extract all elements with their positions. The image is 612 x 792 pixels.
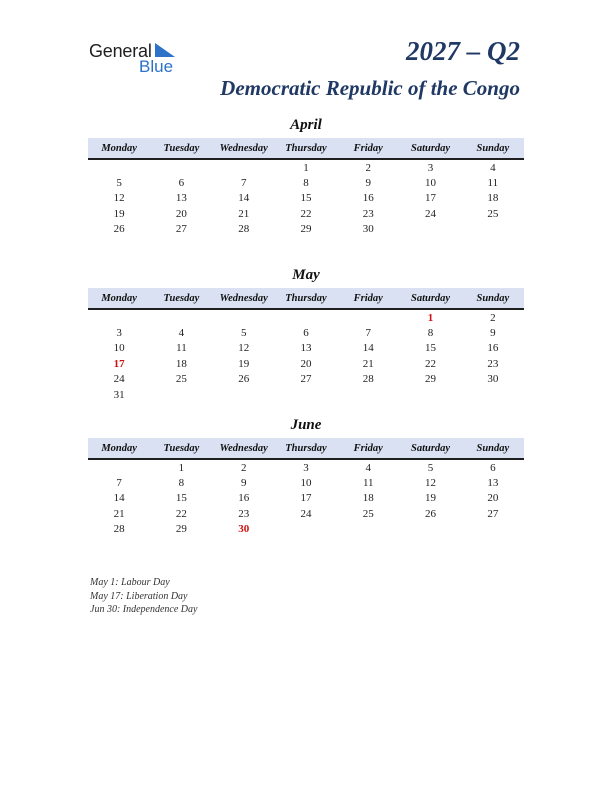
weekday-label: Sunday [476,292,510,304]
holiday-note: May 1: Labour Day [90,577,170,588]
day-cell: 9 [365,177,372,190]
day-cell: 19 [425,492,437,505]
day-cell: 9 [240,477,247,490]
month-april [88,116,524,237]
day-cell: 5 [116,177,122,190]
day-cell: 3 [116,327,122,340]
day-cell: 25 [175,373,187,386]
day-cell: 9 [490,327,496,340]
weekday-label: Tuesday [163,142,200,154]
day-cell: 8 [427,327,434,340]
day-cell: 23 [487,357,499,370]
day-cell: 17 [425,192,437,205]
day-cell: 29 [425,373,437,386]
day-cell: 8 [178,477,185,490]
holiday-day-cell: 17 [113,357,125,370]
weekday-label: Sunday [476,142,510,154]
week-row [88,460,524,475]
week-row [88,175,524,190]
day-cell: 19 [113,207,125,220]
day-cell: 10 [113,342,125,355]
brand-logo [89,40,189,76]
holiday-note: Jun 30: Independence Day [90,604,198,615]
day-cell: 7 [365,327,372,340]
page-subtitle: Democratic Republic of the Congo [220,76,520,100]
day-cell: 21 [113,507,125,520]
day-cell: 10 [425,177,437,190]
weekday-label: Sunday [476,442,510,454]
day-cell: 12 [425,477,437,490]
day-cell: 15 [425,342,437,355]
weekday-label: Thursday [285,442,327,454]
day-cell: 24 [113,373,125,386]
day-cell: 11 [487,177,499,190]
day-cell: 23 [362,207,374,220]
day-cell: 26 [425,507,437,520]
day-cell: 18 [487,192,499,205]
day-cell: 19 [238,357,250,370]
day-cell: 8 [303,177,309,190]
day-cell: 21 [238,207,250,220]
day-cell: 20 [300,357,312,370]
day-cell: 16 [238,492,250,505]
week-row [88,506,524,521]
weekday-label: Saturday [411,442,451,454]
day-cell: 28 [113,523,125,536]
day-cell: 30 [362,223,374,236]
weekday-header [88,438,524,460]
day-cell: 28 [362,373,374,386]
day-cell: 27 [175,223,187,236]
weekday-label: Wednesday [219,292,268,304]
logo-text-general: General [89,41,152,61]
day-cell: 11 [362,477,374,490]
weekday-label: Tuesday [163,292,200,304]
holiday-day-cell: 30 [238,523,250,536]
weekday-label: Tuesday [163,442,200,454]
day-cell: 1 [178,461,185,474]
day-cell: 16 [487,342,499,355]
week-row [88,475,524,490]
day-cell: 6 [490,461,496,474]
day-cell: 17 [300,492,312,505]
day-cell: 6 [303,327,309,340]
day-cell: 2 [365,161,372,174]
week-row [88,310,524,325]
weekday-label: Monday [101,292,137,304]
month-june [88,416,524,537]
day-cell: 2 [490,311,496,324]
day-cell: 13 [175,192,187,205]
weekday-header [88,288,524,310]
week-row [88,356,524,371]
day-cell: 4 [365,461,372,474]
weekday-label: Saturday [411,292,451,304]
day-cell: 27 [487,507,499,520]
day-cell: 15 [300,192,312,205]
day-cell: 22 [425,357,437,370]
day-cell: 20 [487,492,499,505]
day-cell: 7 [240,177,247,190]
month-name: June [290,417,322,433]
day-cell: 4 [178,327,185,340]
day-cell: 12 [238,342,250,355]
week-row [88,325,524,340]
weekday-label: Monday [101,442,137,454]
weekday-label: Thursday [285,292,327,304]
day-cell: 24 [425,207,437,220]
month-name: May [292,267,320,283]
weekday-label: Saturday [411,142,451,154]
day-cell: 28 [238,223,250,236]
day-cell: 7 [116,477,122,490]
weekday-label: Thursday [285,142,327,154]
day-cell: 25 [362,507,374,520]
page-title: 2027 – Q2 [406,36,520,66]
day-cell: 29 [175,523,187,536]
month-may [88,266,524,402]
weekday-label: Friday [353,142,383,154]
day-cell: 5 [240,327,247,340]
day-cell: 27 [300,373,312,386]
weekday-label: Wednesday [219,442,268,454]
day-cell: 18 [175,357,187,370]
week-row [88,206,524,221]
week-row [88,341,524,356]
day-cell: 2 [240,461,247,474]
day-cell: 6 [178,177,185,190]
day-cell: 1 [303,161,309,174]
day-cell: 12 [113,192,125,205]
month-name: April [290,117,322,133]
day-cell: 3 [303,461,309,474]
day-cell: 13 [487,477,499,490]
logo-text-blue: Blue [139,57,174,76]
weekday-label: Wednesday [219,142,268,154]
day-cell: 30 [487,373,499,386]
day-cell: 13 [300,342,312,355]
week-row [88,222,524,237]
holiday-day-cell: 1 [427,311,434,324]
week-row [88,522,524,537]
day-cell: 22 [300,207,312,220]
day-cell: 14 [362,342,374,355]
holiday-notes [90,576,197,617]
day-cell: 14 [113,492,125,505]
day-cell: 5 [427,461,434,474]
holiday-note: May 17: Liberation Day [90,590,188,602]
day-cell: 25 [487,207,499,220]
weekday-label: Friday [353,292,383,304]
weekday-label: Monday [101,142,137,154]
day-cell: 11 [176,342,187,355]
day-cell: 29 [300,223,312,236]
day-cell: 16 [362,192,374,205]
week-row [88,387,524,402]
week-row [88,191,524,206]
week-row [88,491,524,506]
day-cell: 15 [175,492,187,505]
weekday-label: Friday [353,442,383,454]
day-cell: 18 [362,492,374,505]
day-cell: 14 [238,192,250,205]
day-cell: 21 [362,357,374,370]
day-cell: 20 [175,207,187,220]
day-cell: 4 [490,161,496,174]
day-cell: 23 [238,507,250,520]
week-row [88,160,524,175]
day-cell: 31 [113,388,125,401]
day-cell: 26 [113,223,125,236]
day-cell: 24 [300,507,312,520]
day-cell: 22 [175,507,187,520]
weekday-header [88,138,524,160]
day-cell: 3 [427,161,434,174]
day-cell: 26 [238,373,250,386]
day-cell: 10 [300,477,312,490]
week-row [88,372,524,387]
